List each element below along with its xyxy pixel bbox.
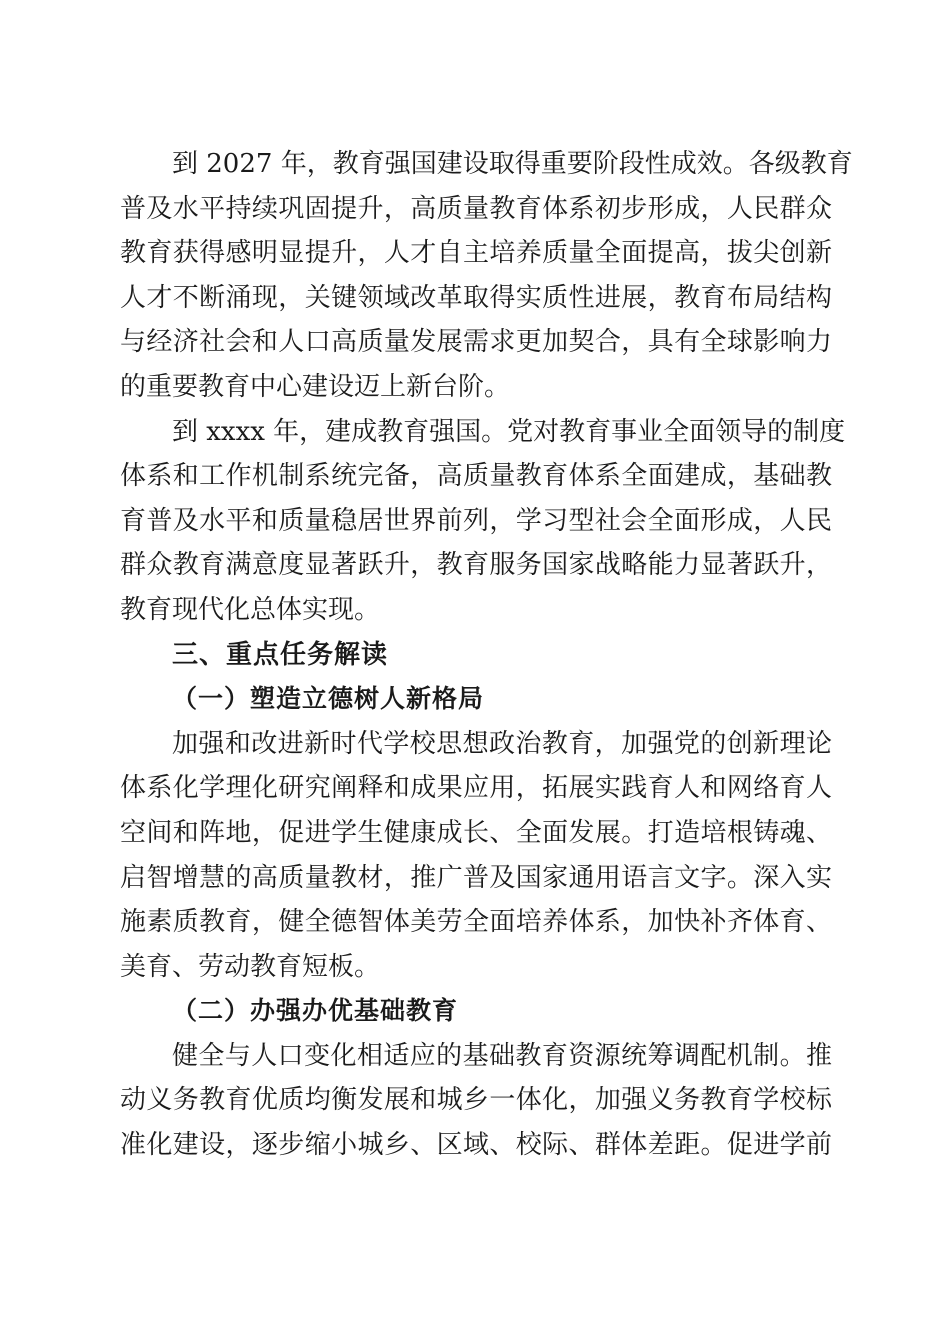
text-line: 加强和改进新时代学校思想政治教育，加强党的创新理论 xyxy=(172,728,832,759)
paragraph-moral-education xyxy=(120,722,832,990)
text-line: 空间和阵地，促进学生健康成长、全面发展。打造培根铸魂、 xyxy=(120,817,832,848)
text-line: 健全与人口变化相适应的基础教育资源统筹调配机制。推 xyxy=(172,1040,832,1071)
text-line: 启智增慧的高质量教材，推广普及国家通用语言文字。深入实 xyxy=(120,862,832,893)
text-line: 育普及水平和质量稳居世界前列，学习型社会全面形成，人民 xyxy=(120,505,832,536)
text-line: 教育现代化总体实现。 xyxy=(120,594,381,625)
text-line: 的重要教育中心建设迈上新台阶。 xyxy=(120,371,511,402)
paragraph-basic-education xyxy=(120,1034,832,1168)
subsection-heading: （二）办强办优基础教育 xyxy=(172,996,459,1026)
text-line: 美育、劳动教育短板。 xyxy=(120,951,381,982)
text-line: 普及水平持续巩固提升，高质量教育体系初步形成，人民群众 xyxy=(120,193,832,224)
text-line: 到 2027 年，教育强国建设取得重要阶段性成效。各级教育 xyxy=(172,149,853,179)
text-line: 施素质教育，健全德智体美劳全面培养体系，加快补齐体育、 xyxy=(120,907,832,938)
section-heading: 三、重点任务解读 xyxy=(172,639,389,670)
paragraph-2027-goals xyxy=(120,142,853,410)
text-line: 教育获得感明显提升，人才自主培养质量全面提高，拔尖创新 xyxy=(120,238,832,269)
text-line: 体系化学理化研究阐释和成果应用，拓展实践育人和网络育人 xyxy=(120,773,832,804)
paragraph-xxxx-goals xyxy=(120,410,846,633)
document-body xyxy=(120,142,853,1168)
text-line: 体系和工作机制系统完备，高质量教育体系全面建成，基础教 xyxy=(120,461,832,492)
text-line: 人才不断涌现，关键领域改革取得实质性进展，教育布局结构 xyxy=(120,282,832,313)
text-line: 动义务教育优质均衡发展和城乡一体化，加强义务教育学校标 xyxy=(120,1085,832,1116)
text-line: 与经济社会和人口高质量发展需求更加契合，具有全球影响力 xyxy=(120,327,832,358)
text-line: 准化建设，逐步缩小城乡、区域、校际、群体差距。促进学前 xyxy=(120,1130,832,1161)
subsection-heading: （一）塑造立德树人新格局 xyxy=(172,684,485,714)
text-line: 到 xxxx 年，建成教育强国。党对教育事业全面领导的制度 xyxy=(172,416,846,447)
text-line: 群众教育满意度显著跃升，教育服务国家战略能力显著跃升， xyxy=(120,550,832,581)
